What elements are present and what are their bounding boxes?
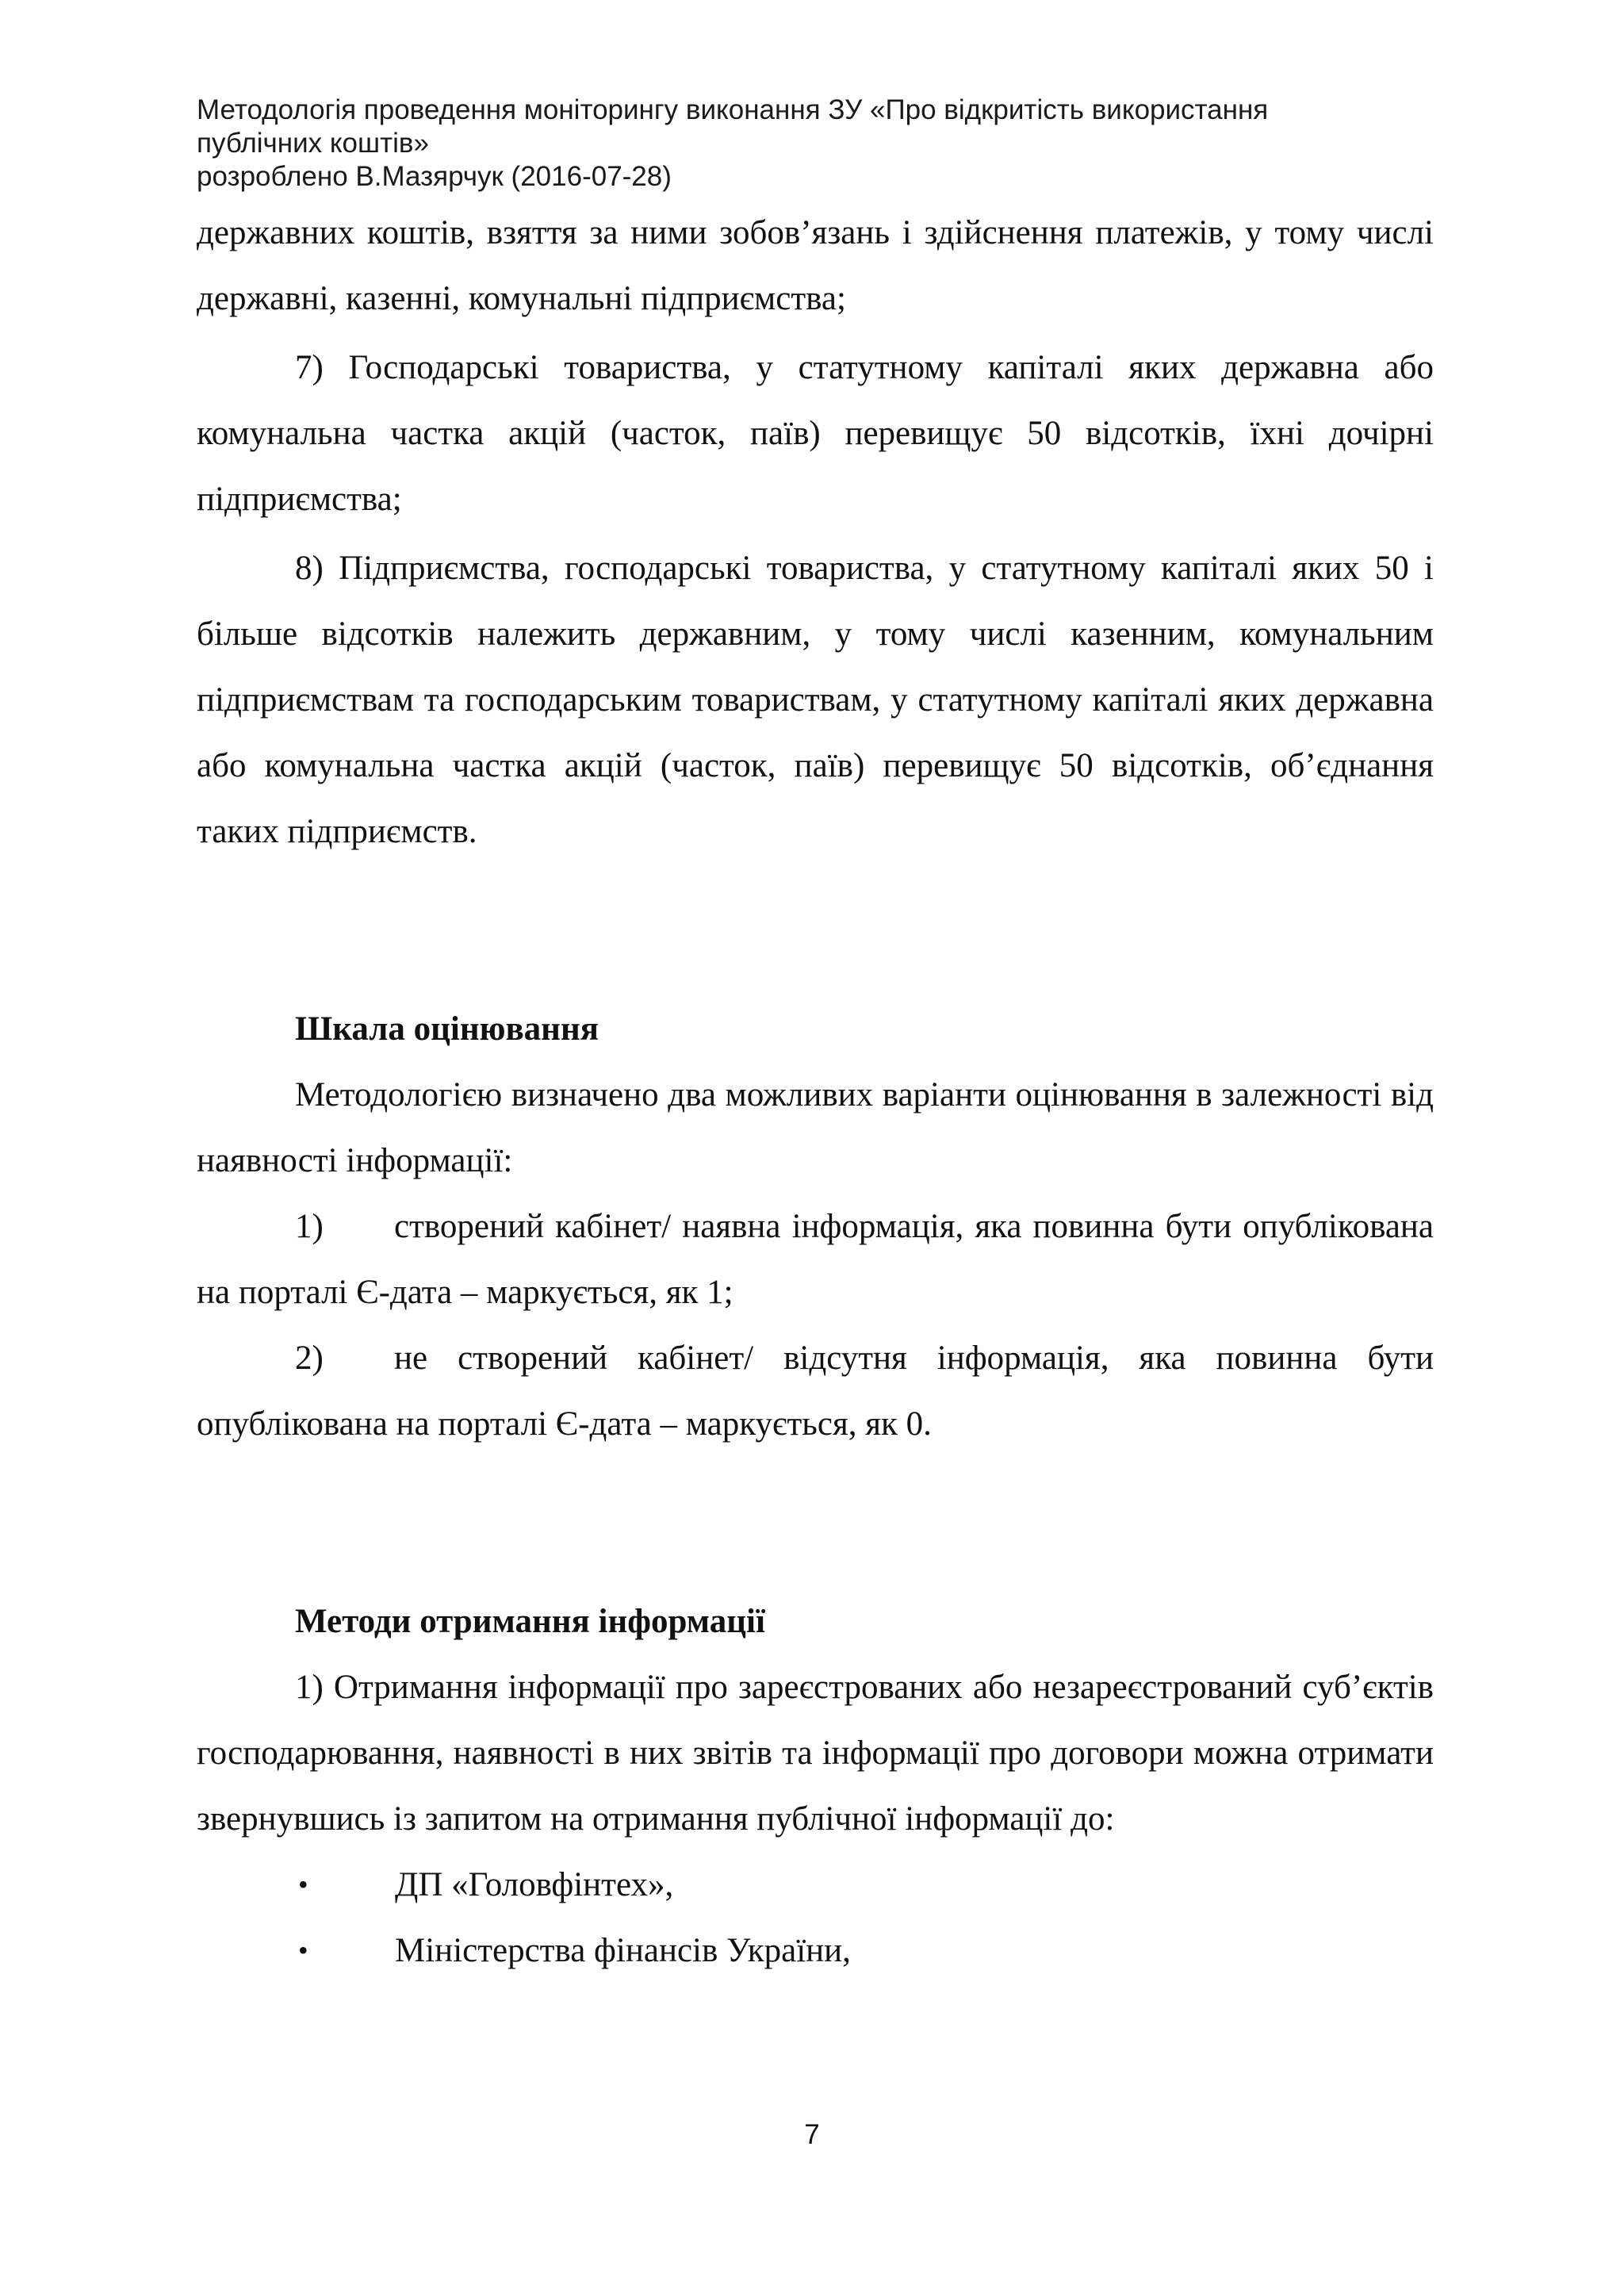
scale-item-number: 2) xyxy=(295,1340,324,1377)
section-heading-methods: Методи отримання інформації xyxy=(295,1603,765,1640)
list-item xyxy=(197,1918,1434,1984)
scale-item-2 xyxy=(197,1325,1434,1457)
document-body xyxy=(197,200,1434,1984)
scale-item-text: не створений кабінет/ відсутня інформація, яка повинна бути опублікована на порталі Є-дата – маркується, як 0. xyxy=(197,1340,1434,1443)
section-heading-scale: Шкала оцінювання xyxy=(295,1010,599,1048)
bullet-icon: • xyxy=(298,1869,308,1900)
list-item xyxy=(197,1852,1434,1918)
paragraph-item-8: 8) Підприємства, господарські товариства, у статутному капіталі яких 50 і більше відсотків належить державним, у тому числі казенним, комунальним підприємствам та господарським товариствам, у статутному капіталі яких державна або комунальна частка акцій (часток, паїв) перевищує 50 відсотків, об’єднання таких підприємств. xyxy=(197,550,1434,850)
list-item-text: ДП «Головфінтех», xyxy=(395,1866,674,1903)
header-line-title: Методологія проведення моніторингу виконання ЗУ «Про відкритість використання xyxy=(197,94,1269,125)
scale-item-1 xyxy=(197,1194,1434,1325)
paragraph-methods-1: 1) Отримання інформації про зареєстрованих або незареєстрований суб’єктів господарювання, наявності в них звітів та інформації про договори можна отримати звернувшись із запитом на отримання публічної інформації до: xyxy=(197,1669,1434,1838)
paragraph-continuation: державних коштів, взяття за ними зобов’язань і здійснення платежів, у тому числі державні, казенні, комунальні підприємства; xyxy=(197,214,1434,317)
header-line-title-cont: публічних коштів» xyxy=(197,128,429,159)
scale-item-text: створений кабінет/ наявна інформація, яка повинна бути опублікована на порталі Є-дата – маркується, як 1; xyxy=(197,1208,1434,1311)
paragraph-item-7: 7) Господарські товариства, у статутному капіталі яких державна або комунальна частка акцій (часток, паїв) перевищує 50 відсотків, їхні дочірні підприємства; xyxy=(197,349,1434,518)
spacer xyxy=(197,1457,1434,1589)
page-number: 7 xyxy=(804,2119,820,2150)
spacer xyxy=(197,864,1434,996)
bullet-icon: • xyxy=(298,1934,308,1966)
running-header xyxy=(197,94,1434,194)
header-line-author: розроблено В.Мазярчук (2016-07-28) xyxy=(197,161,672,192)
bullet-list xyxy=(197,1852,1434,1984)
scale-item-number: 1) xyxy=(295,1208,324,1245)
list-item-text: Міністерства фінансів України, xyxy=(395,1932,851,1969)
paragraph-scale-intro: Методологією визначено два можливих варіанти оцінювання в залежності від наявності інформації: xyxy=(197,1076,1434,1179)
